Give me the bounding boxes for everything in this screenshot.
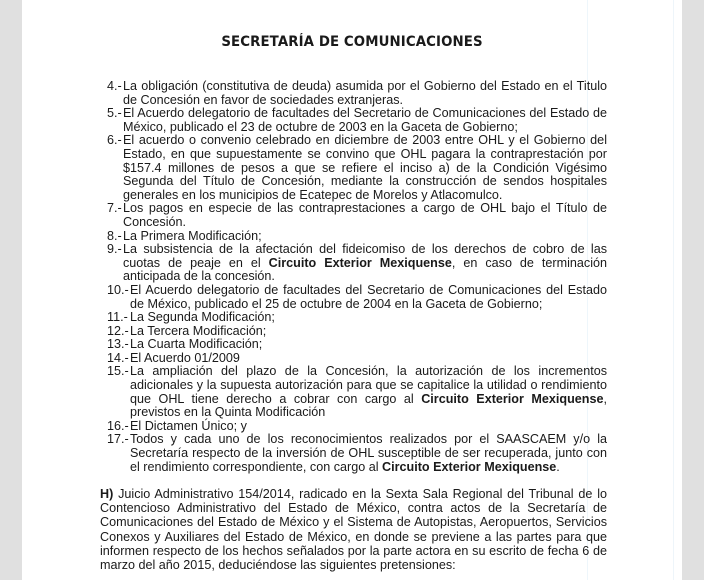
list-item-text	[123, 107, 607, 134]
text-run: La Tercera Modificación;	[130, 323, 267, 338]
list-item	[107, 325, 607, 339]
text-run: , previstos en la Quinta Modificación	[130, 391, 607, 420]
list-item-number: 5.-	[107, 106, 122, 121]
text-run: El Acuerdo delegatorio de facultades del Secretario de Comunicaciones del Estado de México, publicado el 25 de octubre de 2004 en la Gaceta de Gobierno;	[130, 282, 607, 311]
list-item-text	[123, 80, 607, 107]
text-run: El Dictamen Único; y	[130, 418, 247, 433]
list-item	[107, 365, 607, 419]
text-run: La Segunda Modificación;	[130, 310, 275, 325]
text-run: La obligación (constitutiva de deuda) asumida por el Gobierno del Estado en el Titulo de Concesión en favor de sociedades extranjeras.	[123, 79, 607, 107]
list-item-number: 14.-	[107, 350, 129, 365]
list-item	[107, 420, 607, 434]
list-item-text	[130, 365, 607, 419]
bold-highway-name: Circuito Exterior Mexiquense	[268, 255, 452, 270]
list-item-number: 7.-	[107, 201, 122, 216]
list-item-text	[123, 243, 607, 284]
list-item	[107, 202, 607, 229]
list-item-number: 4.-	[107, 79, 122, 93]
list-item-number: 16.-	[107, 418, 129, 433]
bold-highway-name: Circuito Exterior Mexiquense	[382, 459, 557, 474]
paragraph-h-label: H)	[100, 487, 114, 501]
text-run: El Acuerdo 01/2009	[130, 350, 240, 365]
paragraph-h-text: Juicio Administrativo 154/2014, radicado en la Sexta Sala Regional del Tribunal de lo Contencioso Administrativo del Estado de México, contra actos de la Secretaría de Comunicaciones del Estado de México y el Sistema de Autopistas, Aeropuertos, Servicios Conexos y Auxiliares del Estado de México, en donde se previene a las partes para que informen respecto de los hechos señalados por la parte actora en su escrito de fecha 6 de marzo del año 2015, deduciéndose las siguientes pretensiones:	[100, 487, 607, 573]
list-item-text	[123, 134, 607, 202]
text-run: El acuerdo o convenio celebrado en diciembre de 2003 entre OHL y el Gobierno del Estado, en que supuestamente se convino que OHL pagara la contraprestación por $157.4 millones de pesos a que se refiere el inciso a) de la Condición Vigésimo Segunda del Título de Concesión, mediante la construcción de sendos hospitales generales en los municipios de Ecatepec de Morelos y Atlacomulco.	[123, 133, 607, 202]
text-run: Todos y cada uno de los reconocimientos realizados por el SAASCAEM y/o la Secretaría respecto de la inversión de OHL susceptible de ser recuperada, junto con el rendimiento correspondiente, con cargo al	[130, 432, 607, 474]
text-run: .	[556, 459, 560, 474]
list-item	[107, 311, 607, 325]
text-run: , en caso de terminación anticipada de la concesión.	[123, 255, 608, 284]
list-item-number: 12.-	[107, 323, 129, 338]
document-page	[22, 0, 682, 580]
list-item-number: 9.-	[107, 242, 122, 257]
list-item	[107, 433, 607, 474]
page-heading: SECRETARÍA DE COMUNICACIONES	[221, 34, 483, 50]
paragraph-h	[100, 487, 607, 572]
list-item-text	[123, 230, 607, 244]
list-item-text	[130, 325, 607, 339]
list-item-number: 11.-	[107, 310, 128, 325]
list-item-text	[130, 311, 607, 325]
numbered-list	[107, 80, 607, 474]
list-item-text	[130, 433, 607, 474]
list-item-number: 10.-	[107, 282, 129, 297]
list-item	[107, 243, 607, 284]
list-item-number: 13.-	[107, 337, 129, 352]
list-item	[107, 338, 607, 352]
page-guide-line	[673, 0, 674, 580]
text-run: Los pagos en especie de las contraprestaciones a cargo de OHL bajo el Título de Concesión.	[123, 201, 607, 229]
list-item-text	[123, 202, 607, 229]
list-item-number: 8.-	[107, 228, 122, 243]
list-item	[107, 107, 607, 134]
text-run: La subsistencia de la afectación del fideicomiso de los derechos de cobro de las cuotas de peaje en el	[123, 242, 607, 270]
text-run: La Primera Modificación;	[123, 228, 262, 243]
list-item-text	[130, 338, 607, 352]
bold-highway-name: Circuito Exterior Mexiquense	[421, 391, 604, 406]
list-item-text	[130, 284, 607, 311]
list-item	[107, 352, 607, 366]
list-item	[107, 134, 607, 202]
list-item-text	[130, 420, 607, 434]
text-run: La ampliación del plazo de la Concesión, la autorización de los incrementos adicionales y la supuesta autorización para que se capitalice la utilidad o rendimiento que OHL tiene derecho a cobrar con cargo al	[130, 364, 607, 406]
text-run: El Acuerdo delegatorio de facultades del Secretario de Comunicaciones del Estado de México, publicado el 23 de octubre de 2003 en la Gaceta de Gobierno;	[123, 106, 607, 134]
text-run: La Cuarta Modificación;	[130, 337, 263, 352]
list-item-number: 6.-	[107, 133, 122, 148]
list-item-text	[130, 352, 607, 366]
list-item-number: 17.-	[107, 432, 129, 447]
list-item-number: 15.-	[107, 364, 129, 379]
list-item	[107, 284, 607, 311]
list-item	[107, 230, 607, 244]
list-item	[107, 80, 607, 107]
